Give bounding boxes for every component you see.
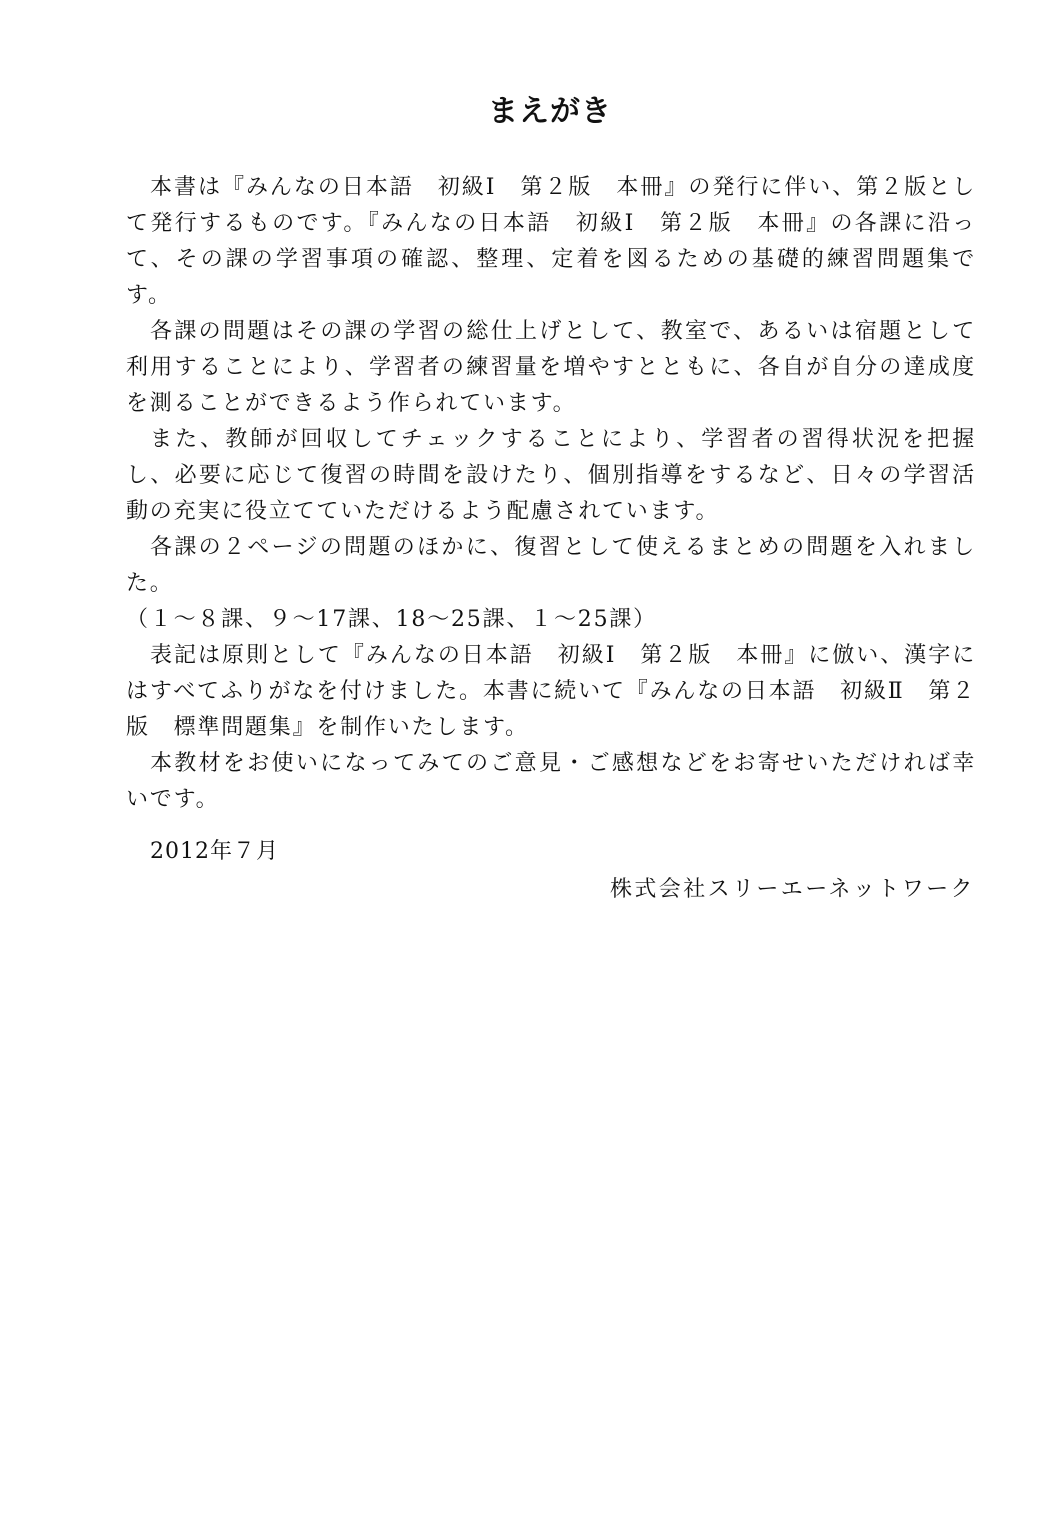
paragraph-4: 各課の２ページの問題のほかに、復習として使えるまとめの問題を入れました。 [126, 535, 976, 596]
page-title: まえがき [488, 94, 612, 129]
review-lessons-note: （１～８課、９～17課、18～25課、１～25課） [126, 607, 657, 632]
preface-body [126, 170, 976, 818]
publisher-name: 株式会社スリーエーネットワーク [610, 877, 975, 902]
publication-date: 2012年７月 [150, 839, 279, 864]
paragraph-3: また、教師が回収してチェックすることにより、学習者の習得状況を把握し、必要に応じて復習の時間を設けたり、個別指導をするなど、日々の学習活動の充実に役立てていただけるよう配慮されています。 [126, 427, 976, 524]
paragraph-6: 本教材をお使いになってみてのご意見・ご感想などをお寄せいただければ幸いです。 [126, 751, 976, 812]
paragraph-2: 各課の問題はその課の学習の総仕上げとして、教室で、あるいは宿題として利用することにより、学習者の練習量を増やすとともに、各自が自分の達成度を測ることができるよう作られています。 [126, 319, 976, 416]
paragraph-5: 表記は原則として『みんなの日本語 初級Ⅰ 第２版 本冊』に倣い、漢字にはすべてふりがなを付けました。本書に続いて『みんなの日本語 初級Ⅱ 第２版 標準問題集』を制作いたします。 [126, 643, 976, 740]
paragraph-1: 本書は『みんなの日本語 初級Ⅰ 第２版 本冊』の発行に伴い、第２版として発行するものです。『みんなの日本語 初級Ⅰ 第２版 本冊』の各課に沿って、その課の学習事項の確認、整理、定着を図るための基礎的練習問題集です。 [126, 175, 976, 308]
